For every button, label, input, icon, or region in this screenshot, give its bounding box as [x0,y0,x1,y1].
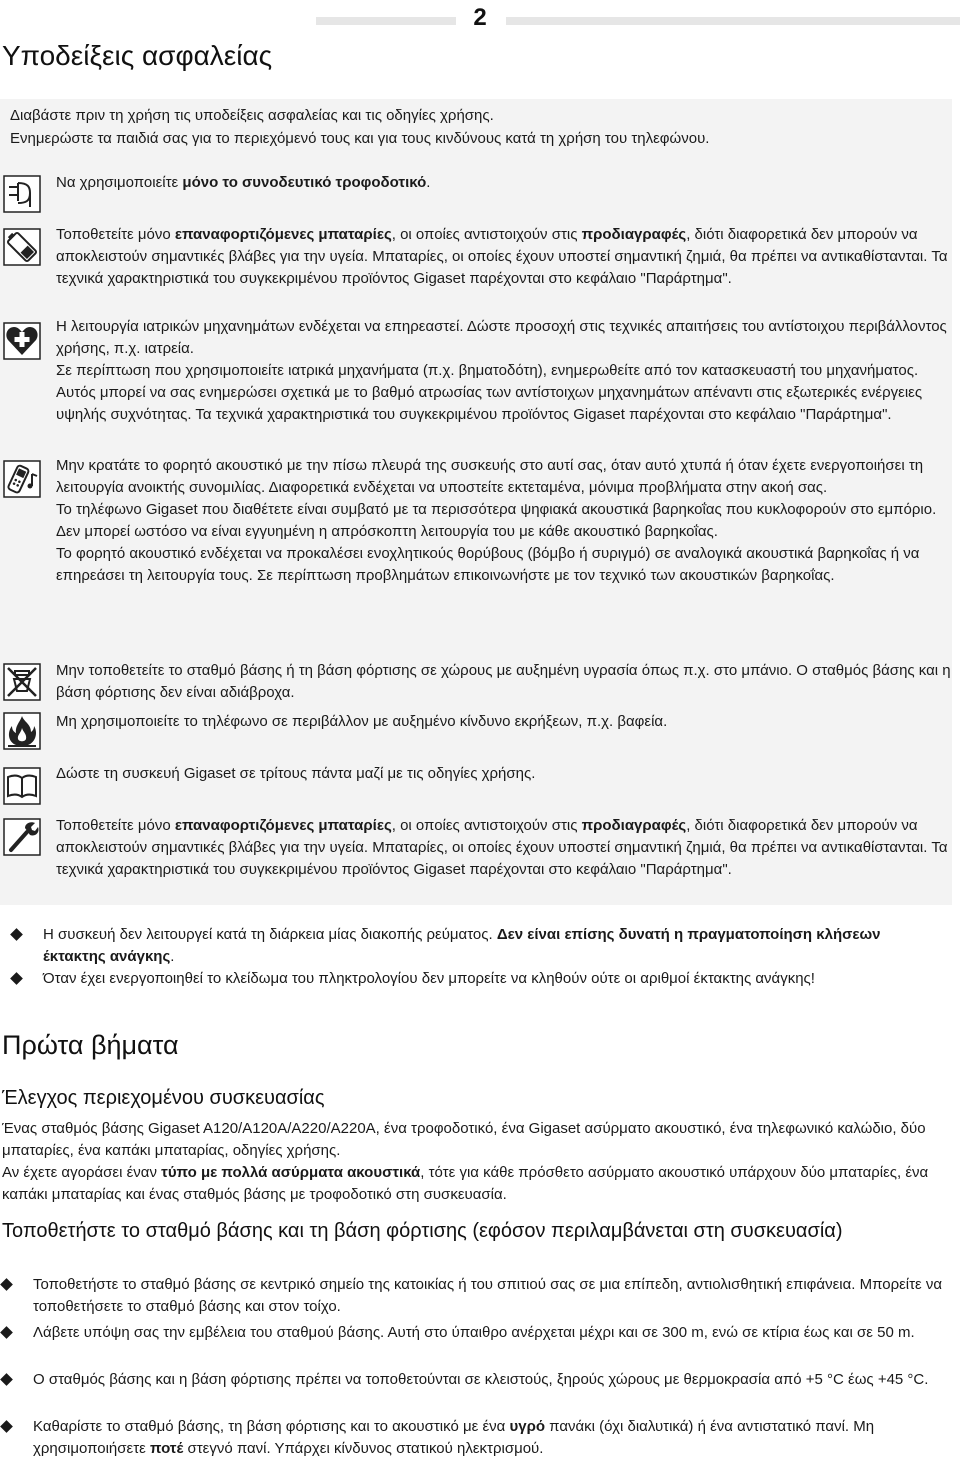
manual-note: Δώστε τη συσκευή Gigaset σε τρίτους πάντα μαζί με τις οδηγίες χρήσης. [56,765,536,782]
power-adapter-note: Να χρησιμοποιείτε μόνο το συνοδευτικό τροφοδοτικό. [56,174,431,191]
note-keypad-lock: Όταν έχει ενεργοποιηθεί το κλείδωμα του πληκτρολογίου δεν μπορείτε να κληθούν ούτε οι αριθμοί έκτακτης ανάγκης! [12,968,927,990]
install-bullet-4: Καθαρίστε το σταθμό βάσης, τη βάση φόρτισης και το ακουστικό με ένα υγρό πανάκι (όχι διαλυτικά) ή ένα αντιστατικό πανί. Μη χρησιμοποιήσετε ποτέ στεγνό πανί. Υπάρχει κίνδυνος στατικού ηλεκτρισμού. [2,1416,957,1460]
bullet-diamond-icon [10,928,23,941]
manual-book-icon [3,767,41,805]
intro-line-1: Διαβάστε πριν τη χρήση τις υποδείξεις ασφαλείας και τις οδηγίες χρήσης. [10,107,494,124]
bathroom-note: Μην τοποθετείτε το σταθμό βάσης ή τη βάση φόρτισης σε χώρους με αυξημένη υγρασία όπως π.χ. στο μπάνιο. Ο σταθμός βάσης και η βάση φόρτισης δεν είναι αδιάβροχα. [56,662,951,701]
battery-icon [3,228,41,266]
page-title: Υποδείξεις ασφαλείας [2,40,273,71]
medical-para-1: Η λειτουργία ιατρικών μηχανημάτων ενδέχεται να επηρεαστεί. Δώστε προσοχή στις τεχνικές απαιτήσεις του αντίστοιχου περιβάλλοντος χρήσης, π.χ. ιατρεία. [56,318,947,357]
explosion-hazard-icon [3,712,41,750]
medical-device-icon [3,322,41,360]
phone-hearing-aid-icon [3,460,41,498]
medical-para-2: Σε περίπτωση που χρησιμοποιείτε ιατρικά μηχανήματα (π.χ. βηματοδότη), ενημερωθείτε από τον κατασκευαστή του μηχανήματος. Αυτός μπορεί να σας ενημερώσει σχετικά με το βαθμό ατρωσίας των αντίστοιχων μηχανημάτων απέναντι στις εξωτερικές ενέργειες υψηλής συχνότητας. Τα τεχνικά χαρακτηριστικά του συγκεκριμένου προϊόντος Gigaset παρέχονται στο κεφάλαιο "Παράρτημα". [56,362,923,423]
bullet-diamond-icon [10,972,23,985]
contents-para-2: Αν έχετε αγοράσει έναν τύπο με πολλά ασύρματα ακουστικά, τότε για κάθε πρόσθετο ασύρματο ακουστικό υπάρχουν δύο μπαταρίες, ένα καπάκι μπαταρίας και ένας σταθμός βάσης με τροφοδοτικό στη συσκευασία. [2,1164,929,1203]
page-number: 2 [473,4,487,31]
bullet-diamond-icon [0,1420,13,1433]
bullet-diamond-icon [0,1373,13,1386]
install-bullet-2: Λάβετε υπόψη σας την εμβέλεια του σταθμού βάσης. Αυτή στο ύπαιθρο ανέρχεται μέχρι και σε 300 m, ενώ σε κτίρια έως και σε 50 m. [2,1322,957,1344]
install-bullet-3: Ο σταθμός βάσης και η βάση φόρτισης πρέπει να τοποθετούνται σε κλειστούς, ξηρούς χώρους με θερμοκρασία από +5 °C έως +45 °C. [2,1369,957,1391]
header-rule-left [316,17,456,25]
install-heading: Τοποθετήστε το σταθμό βάσης και τη βάση φόρτισης (εφόσον περιλαμβάνεται στη συσκευασία) [2,1220,843,1242]
contents-para-1: Ένας σταθμός βάσης Gigaset A120/A120A/A220/A220A, ένα τροφοδοτικό, ένα Gigaset ασύρματο ακουστικό, ένα τηλεφωνικό καλώδιο, δύο μπαταρίες, ένα καπάκι μπαταρίας, οδηγίες χρήσης. [2,1120,926,1159]
no-bathroom-icon [3,663,41,701]
explosion-note: Μη χρησιμοποιείτε το τηλέφωνο σε περιβάλλον με αυξημένο κίνδυνο εκρήξεων, π.χ. βαφεία. [56,713,668,730]
contents-heading: Έλεγχος περιεχομένου συσκευασίας [2,1087,325,1109]
wrench-icon [3,818,41,856]
hearing-para-2: Το τηλέφωνο Gigaset που διαθέτετε είναι συμβατό με τα περισσότερα ψηφιακά ακουστικά βαρηκοΐας που κυκλοφορούν στο εμπόριο. Δεν μπορεί ωστόσο να είναι εγγυημένη η απρόσκοπτη λειτουργία του με κάθε ακουστικό βαρηκοΐας. [56,501,937,540]
note-power-outage: Η συσκευή δεν λειτουργεί κατά τη διάρκεια μίας διακοπής ρεύματος. Δεν είναι επίσης δυνατή η πραγματοποίηση κλήσεων έκτακτης ανάγκης. [12,924,927,968]
header-rule-right [506,17,960,25]
hearing-para-1: Μην κρατάτε το φορητό ακουστικό με την πίσω πλευρά της συσκευής στο αυτί σας, όταν αυτό χτυπά ή όταν έχετε ενεργοποιήσει τη λειτουργία ανοικτής συνομιλίας. Διαφορετικά ενδέχεται να υποστείτε εκτεταμένα, μόνιμα προβλήματα στην ακοή σας. [56,457,924,496]
medical-note [56,316,956,426]
intro-line-2: Ενημερώστε τα παιδιά σας για το περιεχόμενό τους και για τους κινδύνους κατά τη χρήση του τηλεφώνου. [10,130,710,147]
power-adapter-icon [3,175,41,213]
safety-intro [10,104,940,150]
hearing-note [56,455,956,587]
section-title-first-steps: Πρώτα βήματα [2,1030,179,1060]
bullet-diamond-icon [0,1326,13,1339]
bullet-diamond-icon [0,1278,13,1291]
battery-note: Τοποθετείτε μόνο επαναφορτιζόμενες μπαταρίες, οι οποίες αντιστοιχούν στις προδιαγραφές, διότι διαφορετικά δεν μπορούν να αποκλειστούν σημαντικές βλάβες για την υγεία. Μπαταρίες, οι οποίες έχουν υποστεί σημαντική ζημιά, θα πρέπει να αντικαθίστανται. Τα τεχνικά χαρακτηριστικά του συγκεκριμένου προϊόντος Gigaset παρέχονται στο κεφάλαιο "Παράρτημα". [56,226,948,287]
hearing-para-3: Το φορητό ακουστικό ενδέχεται να προκαλέσει ενοχλητικούς θορύβους (βόμβο ή συριγμό) σε αναλογικά ακουστικά βαρηκοΐας ή να επηρεάσει τη λειτουργία τους. Σε περίπτωση προβλημάτων επικοινωνήστε με τον τεχνικό των ακουστικών βαρηκοΐας. [56,545,920,584]
wrench-note: Τοποθετείτε μόνο επαναφορτιζόμενες μπαταρίες, οι οποίες αντιστοιχούν στις προδιαγραφές, διότι διαφορετικά δεν μπορούν να αποκλειστούν σημαντικές βλάβες για την υγεία. Μπαταρίες, οι οποίες έχουν υποστεί σημαντική ζημιά, θα πρέπει να αντικαθίστανται. Τα τεχνικά χαρακτηριστικά του συγκεκριμένου προϊόντος Gigaset παρέχονται στο κεφάλαιο "Παράρτημα". [56,817,948,878]
install-bullet-1: Τοποθετήστε το σταθμό βάσης σε κεντρικό σημείο της κατοικίας ή του σπιτιού σας σε μια επίπεδη, αντιολισθητική επιφάνεια. Μπορείτε να τοποθετήσετε το σταθμό βάσης και στον τοίχο. [2,1274,957,1318]
